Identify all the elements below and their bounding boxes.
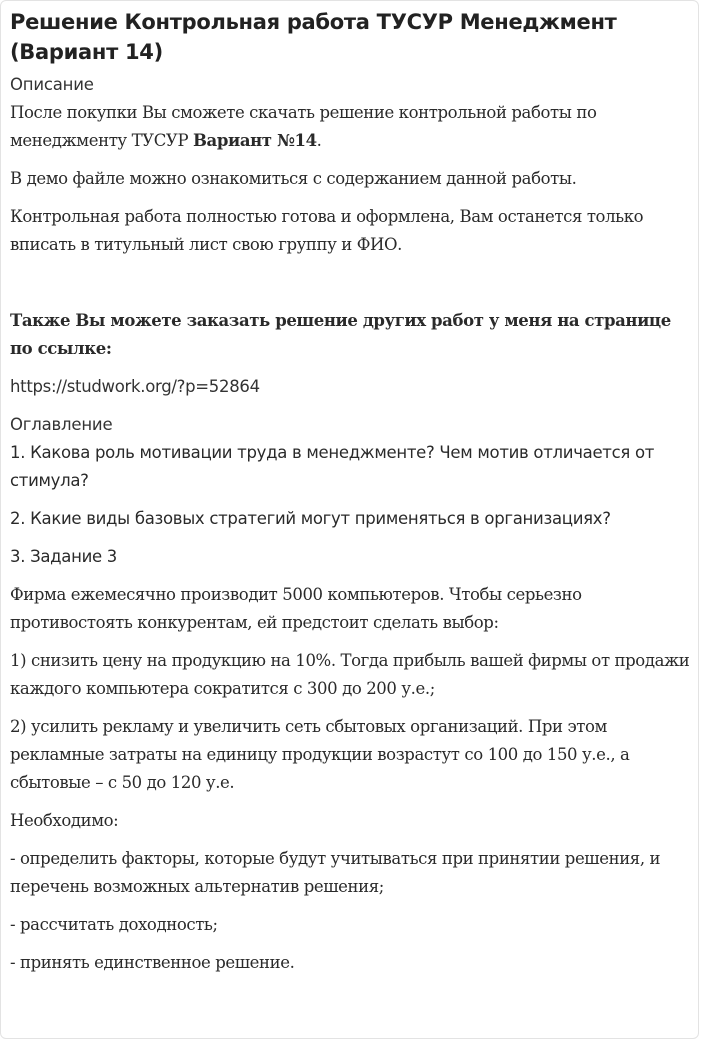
description-paragraph-purchase (10, 99, 694, 155)
toc-item-1: 1. Какова роль мотивации труда в менеджменте? Чем мотив отличается от стимула? (10, 443, 655, 490)
requirement-1: - определить факторы, которые будут учитываться при принятии решения, и перечень возможных альтернатив решения; (10, 849, 661, 896)
variant-bold: Вариант №14 (193, 131, 317, 150)
page-title: Решение Контрольная работа ТУСУР Менеджмент (Вариант 14) (10, 10, 617, 64)
task-option-1: 1) снизить цену на продукцию на 10%. Тогда прибыль вашей фирмы от продажи каждого компьютера сократится с 300 до 200 у.е.; (10, 651, 690, 698)
toc-item-2: 2. Какие виды базовых стратегий могут применяться в организациях? (10, 509, 611, 528)
studwork-link[interactable]: https://studwork.org/?p=52864 (10, 377, 260, 396)
required-label: Необходимо: (10, 811, 119, 830)
purchase-end: . (316, 131, 322, 150)
description-label: Описание (10, 75, 94, 94)
toc-label: Оглавление (10, 415, 113, 434)
task-text: Фирма ежемесячно производит 5000 компьютеров. Чтобы серьезно противостоять конкурентам, ей предстоит сделать выбор: (10, 585, 582, 632)
description-paragraph-ready: Контрольная работа полностью готова и оформлена, Вам останется только вписать в титульный лист свою группу и ФИО. (10, 207, 644, 254)
order-bold: Также Вы можете заказать решение других работ у меня на странице по ссылке: (10, 311, 671, 358)
purchase-text: После покупки Вы сможете скачать решение контрольной работы по менеджменту ТУСУР (10, 103, 597, 150)
spacer (10, 269, 694, 307)
description-paragraph-demo: В демо файле можно ознакомиться с содержанием данной работы. (10, 169, 577, 188)
requirement-3: - принять единственное решение. (10, 953, 295, 972)
task-option-2: 2) усилить рекламу и увеличить сеть сбытовых организаций. При этом рекламные затраты на единицу продукции возрастут со 100 до 150 у.е., а сбытовые – с 50 до 120 у.е. (10, 717, 630, 792)
requirement-2: - рассчитать доходность; (10, 915, 218, 934)
product-content (10, 7, 694, 987)
toc-item-3: 3. Задание 3 (10, 547, 118, 566)
description-paragraph-order (10, 307, 694, 363)
